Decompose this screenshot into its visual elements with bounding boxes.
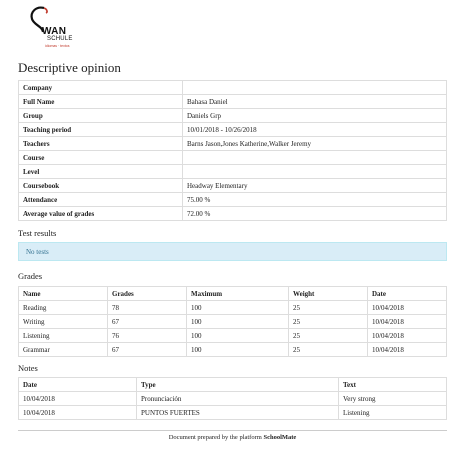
table-cell: 100 <box>187 329 289 343</box>
info-value: Headway Elementary <box>183 179 447 193</box>
table-row <box>19 315 447 329</box>
table-cell: Pronunciación <box>137 392 339 406</box>
info-value <box>183 165 447 179</box>
footer-text: Document prepared by the platform <box>168 434 264 441</box>
table-row <box>19 392 447 406</box>
table-cell: 10/04/2018 <box>19 392 137 406</box>
table-header-row <box>19 287 447 301</box>
table-cell: 25 <box>289 315 368 329</box>
table-cell: 25 <box>289 343 368 357</box>
table-row <box>19 109 447 123</box>
notes-title: Notes <box>18 363 38 373</box>
table-cell: 10/04/2018 <box>368 301 447 315</box>
notes-table <box>18 377 447 420</box>
table-row <box>19 165 447 179</box>
table-cell: 10/04/2018 <box>19 406 137 420</box>
info-table <box>18 80 447 221</box>
table-cell: 25 <box>289 329 368 343</box>
logo <box>22 4 82 52</box>
table-cell: 25 <box>289 301 368 315</box>
table-cell: PUNTOS FUERTES <box>137 406 339 420</box>
table-row <box>19 123 447 137</box>
logo-text-wan: WAN <box>42 26 67 37</box>
column-header: Weight <box>289 287 368 301</box>
logo-tagline: idiomas · textos <box>45 44 70 48</box>
logo-text-schule: SCHULE <box>47 36 73 42</box>
table-cell: 78 <box>108 301 187 315</box>
info-value: 75.00 % <box>183 193 447 207</box>
table-cell: 67 <box>108 343 187 357</box>
table-row <box>19 81 447 95</box>
table-cell: 10/04/2018 <box>368 329 447 343</box>
info-value: Bahasa Daniel <box>183 95 447 109</box>
table-row <box>19 329 447 343</box>
table-row <box>19 137 447 151</box>
info-label: Average value of grades <box>19 207 183 221</box>
table-cell: 76 <box>108 329 187 343</box>
table-cell: 100 <box>187 315 289 329</box>
test-results-title: Test results <box>18 228 57 238</box>
info-label: Company <box>19 81 183 95</box>
table-row <box>19 406 447 420</box>
info-label: Teachers <box>19 137 183 151</box>
info-label: Attendance <box>19 193 183 207</box>
info-label: Full Name <box>19 95 183 109</box>
column-header: Text <box>339 378 447 392</box>
table-cell: Reading <box>19 301 108 315</box>
footer <box>18 430 447 441</box>
table-cell: Listening <box>19 329 108 343</box>
column-header: Grades <box>108 287 187 301</box>
table-row <box>19 179 447 193</box>
table-row <box>19 151 447 165</box>
page-title: Descriptive opinion <box>18 60 121 75</box>
column-header: Maximum <box>187 287 289 301</box>
info-label: Coursebook <box>19 179 183 193</box>
column-header: Date <box>19 378 137 392</box>
table-cell: Writing <box>19 315 108 329</box>
table-row <box>19 207 447 221</box>
info-value: 72.00 % <box>183 207 447 221</box>
info-value: Barns Jason,Jones Katherine,Walker Jeremy <box>183 137 447 151</box>
table-cell: 10/04/2018 <box>368 343 447 357</box>
info-value <box>183 81 447 95</box>
info-value: 10/01/2018 - 10/26/2018 <box>183 123 447 137</box>
info-label: Course <box>19 151 183 165</box>
table-cell: Grammar <box>19 343 108 357</box>
grades-table <box>18 286 447 357</box>
info-value <box>183 151 447 165</box>
info-value: Daniels Grp <box>183 109 447 123</box>
info-label: Teaching period <box>19 123 183 137</box>
table-row <box>19 193 447 207</box>
table-cell: 100 <box>187 301 289 315</box>
column-header: Type <box>137 378 339 392</box>
info-label: Group <box>19 109 183 123</box>
table-row <box>19 95 447 109</box>
grades-title: Grades <box>18 271 43 281</box>
table-header-row <box>19 378 447 392</box>
column-header: Date <box>368 287 447 301</box>
info-label: Level <box>19 165 183 179</box>
table-cell: 10/04/2018 <box>368 315 447 329</box>
table-cell: Very strong <box>339 392 447 406</box>
column-header: Name <box>19 287 108 301</box>
table-cell: 100 <box>187 343 289 357</box>
footer-brand: SchoolMate <box>263 434 297 441</box>
table-cell: Listening <box>339 406 447 420</box>
table-row <box>19 343 447 357</box>
no-tests-alert: No tests <box>18 242 447 261</box>
table-row <box>19 301 447 315</box>
table-cell: 67 <box>108 315 187 329</box>
